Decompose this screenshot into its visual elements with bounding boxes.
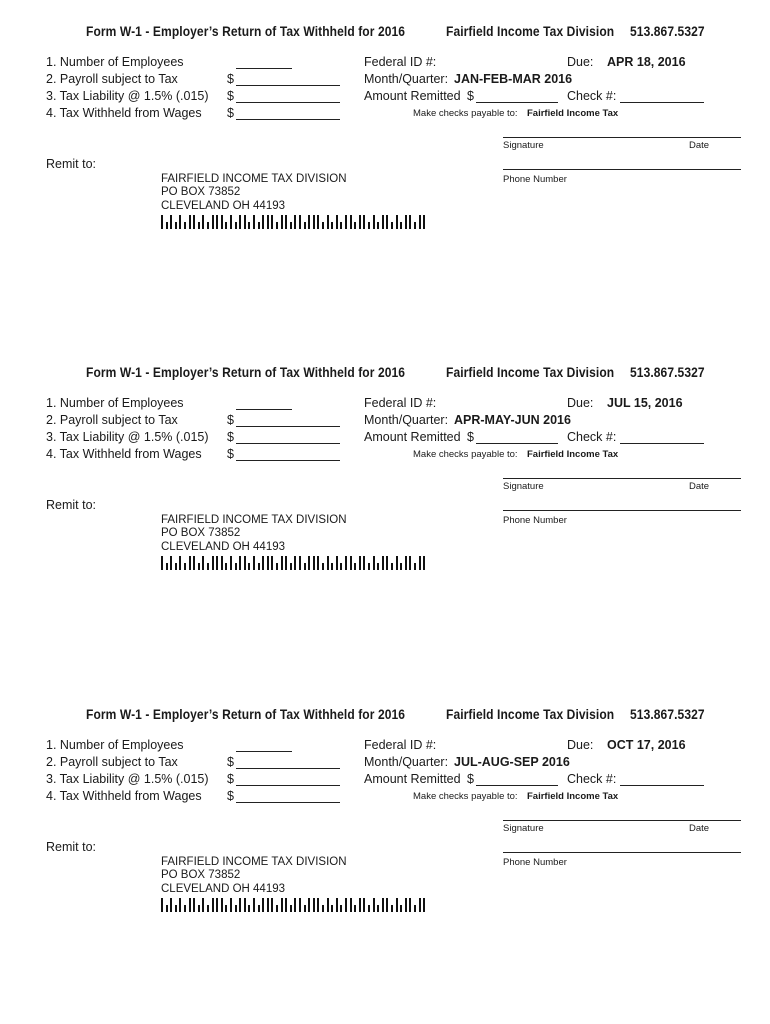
remit-city: CLEVELAND OH 44193 xyxy=(161,883,286,895)
barcode-bar xyxy=(207,905,209,912)
tax-withheld-field[interactable] xyxy=(236,119,340,120)
line-payroll-subject: 2. Payroll subject to Tax xyxy=(46,755,178,769)
barcode-bar xyxy=(396,556,398,570)
barcode-bar xyxy=(239,556,241,570)
barcode-bar xyxy=(331,905,333,912)
form-w1-q1 xyxy=(0,20,770,320)
tax-withheld-field[interactable] xyxy=(236,460,340,461)
payroll-subject-field[interactable] xyxy=(236,85,340,86)
barcode-bar xyxy=(414,222,416,229)
tax-withheld-field[interactable] xyxy=(236,802,340,803)
dollar-sign: $ xyxy=(227,447,234,461)
signature-field[interactable] xyxy=(503,478,741,479)
remit-name: FAIRFIELD INCOME TAX DIVISION xyxy=(161,856,347,868)
barcode-bar xyxy=(317,556,319,570)
barcode-bar xyxy=(350,556,352,570)
barcode-bar xyxy=(386,556,388,570)
barcode-bar xyxy=(276,905,278,912)
barcode-bar xyxy=(248,222,250,229)
barcode-bar xyxy=(405,898,407,912)
dollar-sign: $ xyxy=(227,413,234,427)
barcode-bar xyxy=(235,563,237,570)
barcode-bar xyxy=(396,215,398,229)
barcode-bar xyxy=(216,556,218,570)
barcode-bar xyxy=(377,563,379,570)
remit-city: CLEVELAND OH 44193 xyxy=(161,200,286,212)
barcode-bar xyxy=(262,556,264,570)
barcode-bar xyxy=(400,222,402,229)
barcode-bar xyxy=(419,215,421,229)
barcode-bar xyxy=(304,222,306,229)
federal-id-label: Federal ID #: xyxy=(364,738,437,752)
division-phone: 513.867.5327 xyxy=(630,23,705,39)
line-tax-liability: 3. Tax Liability @ 1.5% (.015) xyxy=(46,772,209,786)
barcode-bar xyxy=(423,215,425,229)
due-date: JUL 15, 2016 xyxy=(607,396,683,410)
barcode-bar xyxy=(285,215,287,229)
barcode-bar xyxy=(294,556,296,570)
postal-barcode xyxy=(161,898,427,912)
line-tax-withheld: 4. Tax Withheld from Wages xyxy=(46,789,202,803)
phone-number-label: Phone Number xyxy=(503,174,567,185)
amount-remitted-label: Amount Remitted xyxy=(364,772,461,786)
month-quarter-label: Month/Quarter: xyxy=(364,755,449,769)
barcode-bar xyxy=(253,215,255,229)
date-label: Date xyxy=(689,481,710,492)
barcode-bar xyxy=(336,898,338,912)
barcode-bar xyxy=(179,898,181,912)
line-tax-liability: 3. Tax Liability @ 1.5% (.015) xyxy=(46,89,209,103)
line-payroll-subject: 2. Payroll subject to Tax xyxy=(46,72,178,86)
payable-prefix: Make checks payable to: xyxy=(413,449,518,460)
barcode-bar xyxy=(281,556,283,570)
barcode-bar xyxy=(166,905,168,912)
dollar-sign: $ xyxy=(467,89,474,103)
barcode-bar xyxy=(170,556,172,570)
barcode-bar xyxy=(166,222,168,229)
barcode-bar xyxy=(331,222,333,229)
remit-to-label: Remit to: xyxy=(46,498,97,512)
phone-number-field[interactable] xyxy=(503,169,741,170)
barcode-bar xyxy=(336,215,338,229)
barcode-bar xyxy=(161,556,163,570)
barcode-bar xyxy=(258,222,260,229)
month-quarter-label: Month/Quarter: xyxy=(364,413,449,427)
due-date: APR 18, 2016 xyxy=(607,55,686,69)
barcode-bar xyxy=(212,898,214,912)
form-title: Form W-1 - Employer’s Return of Tax Withheld for 2016 xyxy=(86,364,406,380)
date-label: Date xyxy=(689,823,710,834)
postal-barcode xyxy=(161,556,427,570)
barcode-bar xyxy=(258,563,260,570)
barcode-bar xyxy=(271,215,273,229)
barcode-bar xyxy=(414,905,416,912)
barcode-bar xyxy=(267,556,269,570)
barcode-bar xyxy=(221,556,223,570)
barcode-bar xyxy=(386,898,388,912)
division-name: Fairfield Income Tax Division xyxy=(446,706,615,722)
barcode-bar xyxy=(230,215,232,229)
barcode-bar xyxy=(271,898,273,912)
signature-field[interactable] xyxy=(503,137,741,138)
barcode-bar xyxy=(161,215,163,229)
barcode-bar xyxy=(299,556,301,570)
barcode-bar xyxy=(396,898,398,912)
barcode-bar xyxy=(230,898,232,912)
barcode-bar xyxy=(373,215,375,229)
date-label: Date xyxy=(689,140,710,151)
payable-to: Fairfield Income Tax xyxy=(527,449,619,460)
payable-to: Fairfield Income Tax xyxy=(527,108,619,119)
federal-id-label: Federal ID #: xyxy=(364,55,437,69)
barcode-bar xyxy=(175,563,177,570)
signature-label: Signature xyxy=(503,823,544,834)
barcode-bar xyxy=(276,222,278,229)
barcode-bar xyxy=(313,556,315,570)
barcode-bar xyxy=(405,215,407,229)
dollar-sign: $ xyxy=(227,430,234,444)
month-quarter-value: JAN-FEB-MAR 2016 xyxy=(454,72,573,86)
barcode-bar xyxy=(423,898,425,912)
barcode-bar xyxy=(239,898,241,912)
barcode-bar xyxy=(373,556,375,570)
barcode-bar xyxy=(189,215,191,229)
remit-po-box: PO BOX 73852 xyxy=(161,527,241,539)
barcode-bar xyxy=(244,556,246,570)
payable-prefix: Make checks payable to: xyxy=(413,791,518,802)
barcode-bar xyxy=(221,898,223,912)
barcode-bar xyxy=(202,215,204,229)
barcode-bar xyxy=(405,556,407,570)
barcode-bar xyxy=(336,556,338,570)
barcode-bar xyxy=(179,556,181,570)
barcode-bar xyxy=(281,898,283,912)
barcode-bar xyxy=(322,563,324,570)
barcode-bar xyxy=(161,898,163,912)
line-payroll-subject: 2. Payroll subject to Tax xyxy=(46,413,178,427)
barcode-bar xyxy=(340,222,342,229)
barcode-bar xyxy=(368,222,370,229)
barcode-bar xyxy=(377,222,379,229)
barcode-bar xyxy=(175,905,177,912)
payable-prefix: Make checks payable to: xyxy=(413,108,518,119)
line-tax-withheld: 4. Tax Withheld from Wages xyxy=(46,106,202,120)
barcode-bar xyxy=(363,556,365,570)
line-number-of-employees: 1. Number of Employees xyxy=(46,55,184,69)
amount-remitted-field[interactable] xyxy=(476,102,558,103)
barcode-bar xyxy=(225,222,227,229)
barcode-bar xyxy=(327,556,329,570)
tax-liability-field[interactable] xyxy=(236,785,340,786)
payroll-subject-field[interactable] xyxy=(236,426,340,427)
barcode-bar xyxy=(170,898,172,912)
barcode-bar xyxy=(419,556,421,570)
barcode-bar xyxy=(308,215,310,229)
division-phone: 513.867.5327 xyxy=(630,364,705,380)
barcode-bar xyxy=(184,563,186,570)
barcode-bar xyxy=(230,556,232,570)
barcode-bar xyxy=(212,556,214,570)
barcode-bar xyxy=(400,905,402,912)
barcode-bar xyxy=(202,556,204,570)
barcode-bar xyxy=(322,905,324,912)
barcode-bar xyxy=(235,905,237,912)
check-number-label: Check #: xyxy=(567,89,617,103)
check-number-label: Check #: xyxy=(567,772,617,786)
barcode-bar xyxy=(207,222,209,229)
barcode-bar xyxy=(391,563,393,570)
barcode-bar xyxy=(317,215,319,229)
barcode-bar xyxy=(382,898,384,912)
barcode-bar xyxy=(409,215,411,229)
barcode-bar xyxy=(216,215,218,229)
division-phone: 513.867.5327 xyxy=(630,706,705,722)
barcode-bar xyxy=(313,215,315,229)
barcode-bar xyxy=(322,222,324,229)
barcode-bar xyxy=(354,222,356,229)
barcode-bar xyxy=(419,898,421,912)
due-label: Due: xyxy=(567,55,594,69)
number-of-employees-field[interactable] xyxy=(236,409,292,410)
amount-remitted-label: Amount Remitted xyxy=(364,430,461,444)
due-label: Due: xyxy=(567,396,594,410)
barcode-bar xyxy=(304,905,306,912)
check-number-label: Check #: xyxy=(567,430,617,444)
due-label: Due: xyxy=(567,738,594,752)
barcode-bar xyxy=(368,905,370,912)
barcode-bar xyxy=(285,556,287,570)
dollar-sign: $ xyxy=(227,106,234,120)
barcode-bar xyxy=(345,898,347,912)
barcode-bar xyxy=(184,222,186,229)
line-number-of-employees: 1. Number of Employees xyxy=(46,396,184,410)
barcode-bar xyxy=(189,556,191,570)
barcode-bar xyxy=(198,222,200,229)
number-of-employees-field[interactable] xyxy=(236,751,292,752)
form-title: Form W-1 - Employer’s Return of Tax Withheld for 2016 xyxy=(86,706,406,722)
barcode-bar xyxy=(212,215,214,229)
barcode-bar xyxy=(377,905,379,912)
barcode-bar xyxy=(184,905,186,912)
barcode-bar xyxy=(239,215,241,229)
dollar-sign: $ xyxy=(227,72,234,86)
barcode-bar xyxy=(294,898,296,912)
barcode-bar xyxy=(345,556,347,570)
barcode-bar xyxy=(193,556,195,570)
barcode-bar xyxy=(258,905,260,912)
signature-field[interactable] xyxy=(503,820,741,821)
dollar-sign: $ xyxy=(227,789,234,803)
barcode-bar xyxy=(350,898,352,912)
due-date: OCT 17, 2016 xyxy=(607,738,686,752)
line-tax-withheld: 4. Tax Withheld from Wages xyxy=(46,447,202,461)
barcode-bar xyxy=(262,898,264,912)
barcode-bar xyxy=(308,898,310,912)
barcode-bar xyxy=(327,898,329,912)
barcode-bar xyxy=(193,898,195,912)
barcode-bar xyxy=(225,905,227,912)
division-name: Fairfield Income Tax Division xyxy=(446,364,615,380)
signature-label: Signature xyxy=(503,481,544,492)
barcode-bar xyxy=(267,898,269,912)
barcode-bar xyxy=(189,898,191,912)
barcode-bar xyxy=(308,556,310,570)
remit-po-box: PO BOX 73852 xyxy=(161,186,241,198)
barcode-bar xyxy=(363,898,365,912)
month-quarter-value: APR-MAY-JUN 2016 xyxy=(454,413,571,427)
remit-name: FAIRFIELD INCOME TAX DIVISION xyxy=(161,514,347,526)
barcode-bar xyxy=(373,898,375,912)
check-number-field[interactable] xyxy=(620,102,704,103)
barcode-bar xyxy=(285,898,287,912)
barcode-bar xyxy=(198,905,200,912)
amount-remitted-field[interactable] xyxy=(476,785,558,786)
barcode-bar xyxy=(354,905,356,912)
barcode-bar xyxy=(290,563,292,570)
barcode-bar xyxy=(331,563,333,570)
barcode-bar xyxy=(391,905,393,912)
barcode-bar xyxy=(198,563,200,570)
phone-number-label: Phone Number xyxy=(503,857,567,868)
check-number-field[interactable] xyxy=(620,443,704,444)
barcode-bar xyxy=(359,898,361,912)
dollar-sign: $ xyxy=(227,772,234,786)
signature-label: Signature xyxy=(503,140,544,151)
barcode-bar xyxy=(409,556,411,570)
barcode-bar xyxy=(299,215,301,229)
form-w1-q3 xyxy=(0,703,770,1003)
barcode-bar xyxy=(359,556,361,570)
barcode-bar xyxy=(317,898,319,912)
barcode-bar xyxy=(382,215,384,229)
barcode-bar xyxy=(216,898,218,912)
barcode-bar xyxy=(221,215,223,229)
line-tax-liability: 3. Tax Liability @ 1.5% (.015) xyxy=(46,430,209,444)
month-quarter-label: Month/Quarter: xyxy=(364,72,449,86)
line-number-of-employees: 1. Number of Employees xyxy=(46,738,184,752)
barcode-bar xyxy=(262,215,264,229)
federal-id-label: Federal ID #: xyxy=(364,396,437,410)
barcode-bar xyxy=(340,563,342,570)
barcode-bar xyxy=(350,215,352,229)
barcode-bar xyxy=(244,215,246,229)
phone-number-field[interactable] xyxy=(503,510,741,511)
check-number-field[interactable] xyxy=(620,785,704,786)
barcode-bar xyxy=(391,222,393,229)
form-title: Form W-1 - Employer’s Return of Tax Withheld for 2016 xyxy=(86,23,406,39)
remit-po-box: PO BOX 73852 xyxy=(161,869,241,881)
barcode-bar xyxy=(409,898,411,912)
barcode-bar xyxy=(253,556,255,570)
phone-number-label: Phone Number xyxy=(503,515,567,526)
amount-remitted-label: Amount Remitted xyxy=(364,89,461,103)
barcode-bar xyxy=(179,215,181,229)
barcode-bar xyxy=(170,215,172,229)
barcode-bar xyxy=(304,563,306,570)
barcode-bar xyxy=(248,563,250,570)
barcode-bar xyxy=(281,215,283,229)
payable-to: Fairfield Income Tax xyxy=(527,791,619,802)
barcode-bar xyxy=(382,556,384,570)
number-of-employees-field[interactable] xyxy=(236,68,292,69)
barcode-bar xyxy=(244,898,246,912)
month-quarter-value: JUL-AUG-SEP 2016 xyxy=(454,755,570,769)
dollar-sign: $ xyxy=(227,89,234,103)
barcode-bar xyxy=(290,222,292,229)
form-w1-q2 xyxy=(0,361,770,661)
barcode-bar xyxy=(271,556,273,570)
barcode-bar xyxy=(175,222,177,229)
remit-city: CLEVELAND OH 44193 xyxy=(161,541,286,553)
barcode-bar xyxy=(299,898,301,912)
barcode-bar xyxy=(368,563,370,570)
payroll-subject-field[interactable] xyxy=(236,768,340,769)
barcode-bar xyxy=(340,905,342,912)
barcode-bar xyxy=(400,563,402,570)
barcode-bar xyxy=(248,905,250,912)
barcode-bar xyxy=(414,563,416,570)
barcode-bar xyxy=(193,215,195,229)
remit-name: FAIRFIELD INCOME TAX DIVISION xyxy=(161,173,347,185)
dollar-sign: $ xyxy=(467,430,474,444)
barcode-bar xyxy=(267,215,269,229)
barcode-bar xyxy=(354,563,356,570)
barcode-bar xyxy=(253,898,255,912)
barcode-bar xyxy=(294,215,296,229)
division-name: Fairfield Income Tax Division xyxy=(446,23,615,39)
barcode-bar xyxy=(235,222,237,229)
barcode-bar xyxy=(327,215,329,229)
postal-barcode xyxy=(161,215,427,229)
barcode-bar xyxy=(359,215,361,229)
remit-to-label: Remit to: xyxy=(46,840,97,854)
barcode-bar xyxy=(207,563,209,570)
barcode-bar xyxy=(276,563,278,570)
barcode-bar xyxy=(345,215,347,229)
barcode-bar xyxy=(363,215,365,229)
tax-liability-field[interactable] xyxy=(236,102,340,103)
remit-to-label: Remit to: xyxy=(46,157,97,171)
barcode-bar xyxy=(290,905,292,912)
dollar-sign: $ xyxy=(227,755,234,769)
barcode-bar xyxy=(386,215,388,229)
barcode-bar xyxy=(202,898,204,912)
barcode-bar xyxy=(313,898,315,912)
barcode-bar xyxy=(166,563,168,570)
barcode-bar xyxy=(225,563,227,570)
tax-liability-field[interactable] xyxy=(236,443,340,444)
phone-number-field[interactable] xyxy=(503,852,741,853)
barcode-bar xyxy=(423,556,425,570)
dollar-sign: $ xyxy=(467,772,474,786)
amount-remitted-field[interactable] xyxy=(476,443,558,444)
